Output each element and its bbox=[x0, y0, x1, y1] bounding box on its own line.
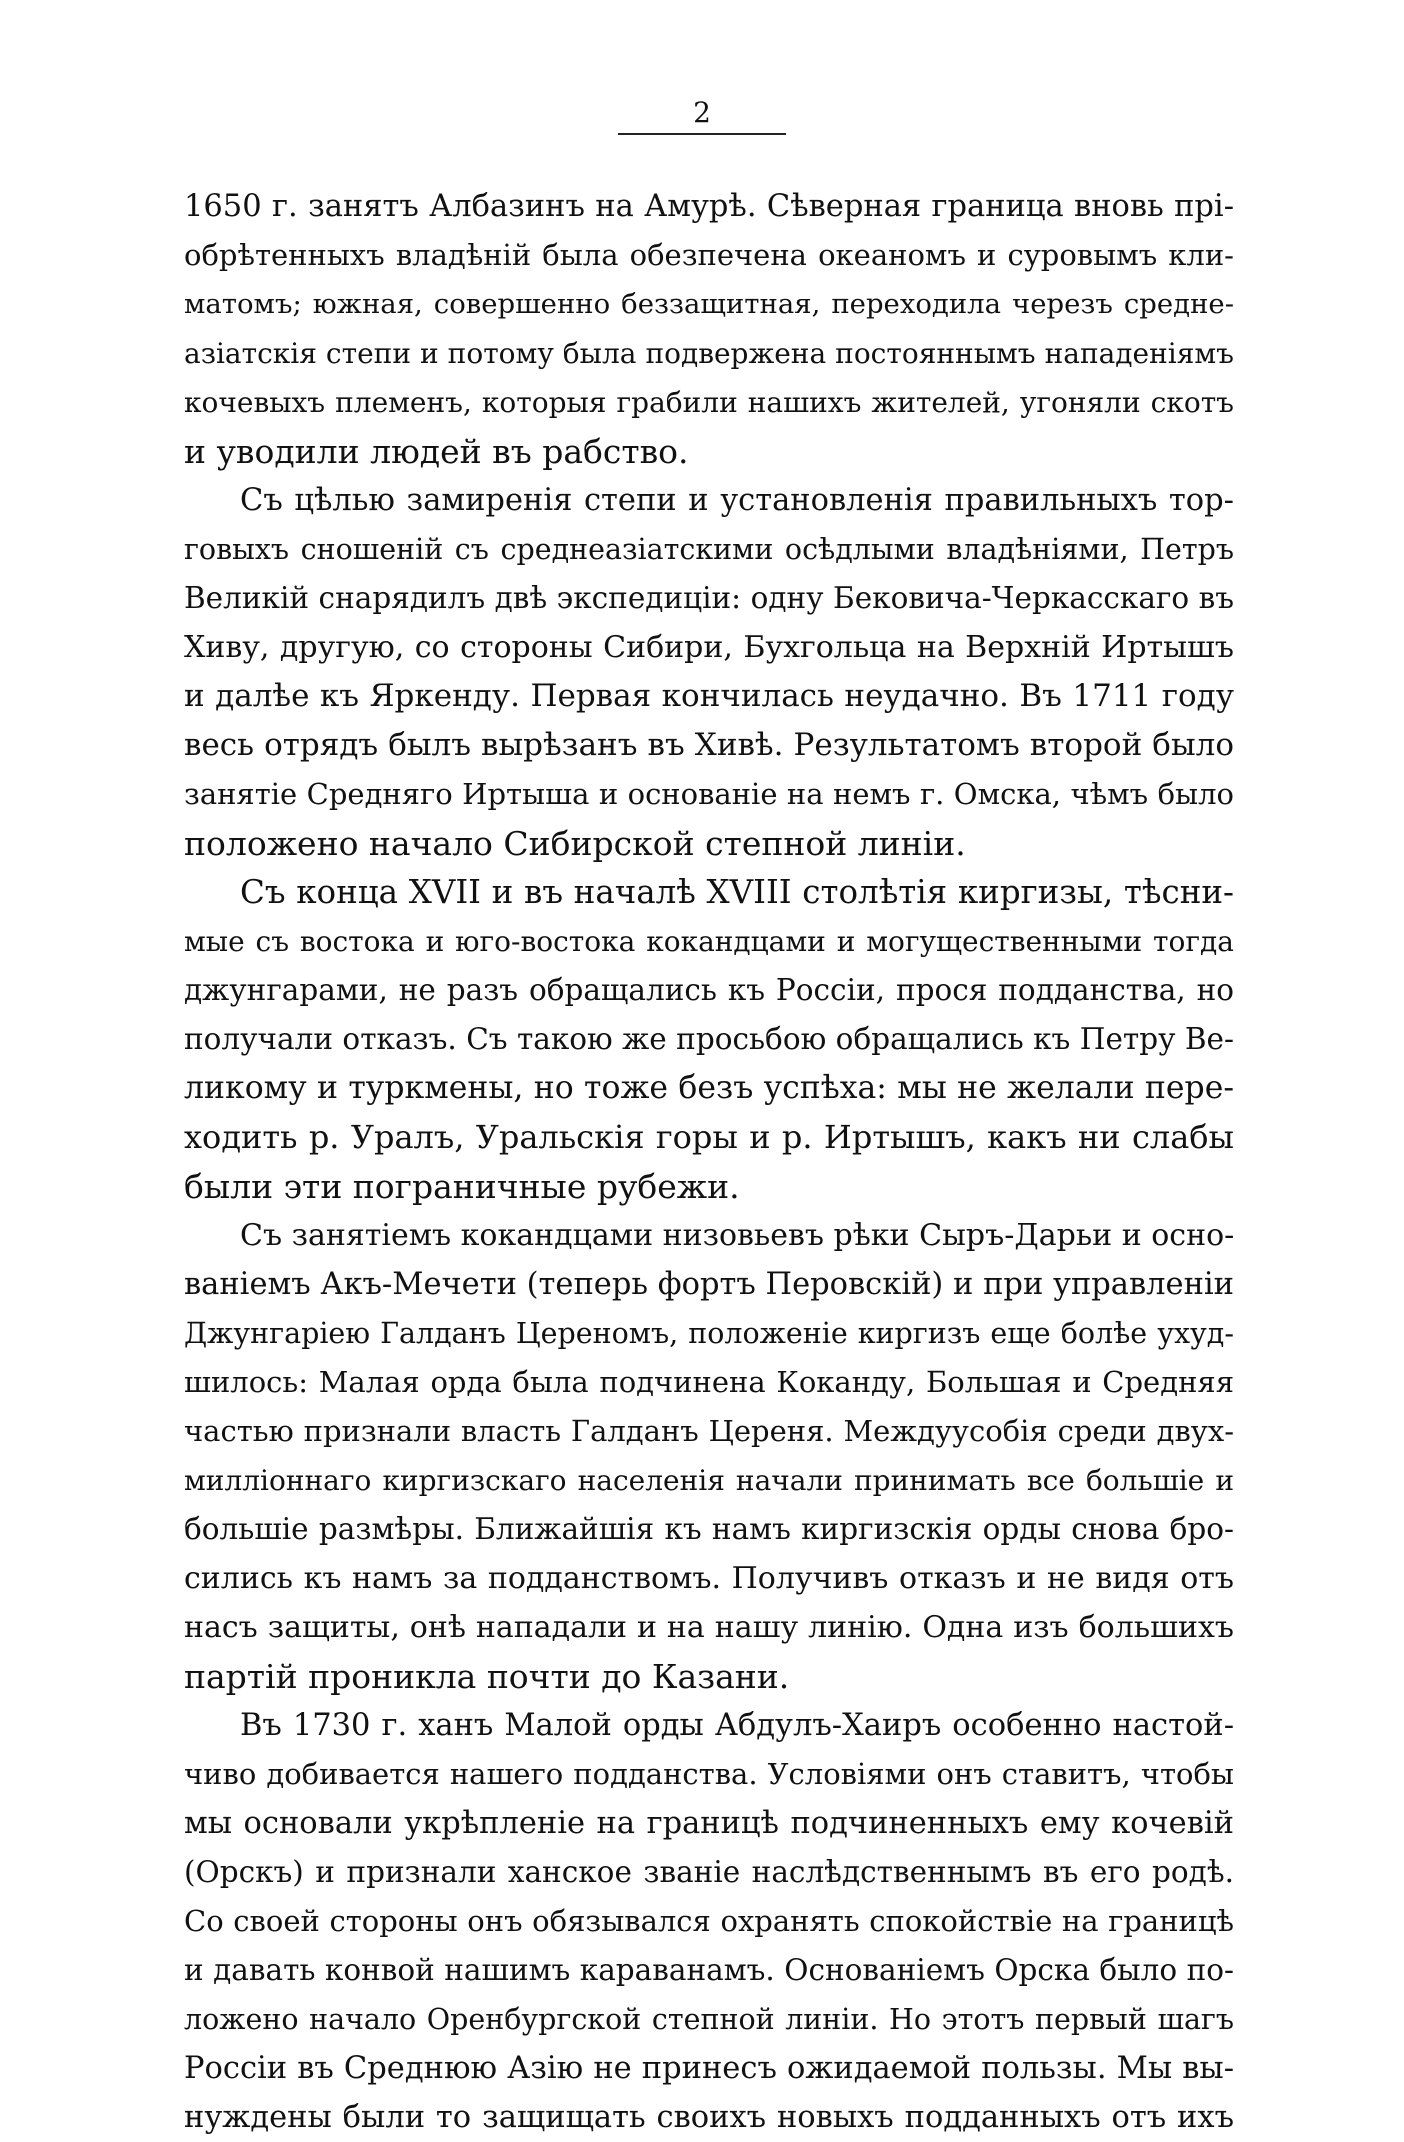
text-line: говыхъ сношеній съ среднеазіатскими осѣдлыми владѣніями, Петръ bbox=[184, 533, 1234, 566]
text-line: кочевыхъ племенъ, которыя грабили нашихъ жителей, угоняли скотъ bbox=[184, 386, 1234, 419]
text-line: весь отрядъ былъ вырѣзанъ въ Хивѣ. Результатомъ второй было bbox=[184, 727, 1234, 763]
text-line: милліоннаго киргизскаго населенія начали принимать все большіе и bbox=[184, 1464, 1234, 1497]
text-line: были эти пограничные рубежи. bbox=[184, 1167, 740, 1206]
text-line: Со своей стороны онъ обязывался охранять спокойствіе на границѣ bbox=[184, 1904, 1234, 1938]
text-line: (Орскъ) и признали ханское званіе наслѣдственнымъ въ его родѣ. bbox=[184, 1855, 1234, 1889]
text-line: ликому и туркмены, но тоже безъ успѣха: мы не желали пере- bbox=[184, 1070, 1234, 1106]
body-text bbox=[184, 182, 1234, 2142]
text-line: и давать конвой нашимъ караванамъ. Основаніемъ Орска было по- bbox=[184, 1953, 1234, 1987]
text-line: Россіи въ Среднюю Азію не принесъ ожидаемой пользы. Мы вы- bbox=[184, 2051, 1234, 2086]
text-line: положено начало Сибирской степной линіи. bbox=[184, 824, 966, 863]
text-line: Съ занятіемъ кокандцами низовьевъ рѣки Сыръ-Дарьи и осно- bbox=[240, 1218, 1235, 1253]
text-line: 1650 г. занятъ Албазинъ на Амурѣ. Сѣверная граница вновь прі- bbox=[184, 189, 1234, 224]
text-line: азіатскія степи и потому была подвержена постояннымъ нападеніямъ bbox=[184, 337, 1234, 370]
text-line: Хиву, другую, со стороны Сибири, Бухгольца на Верхній Иртышъ bbox=[184, 630, 1234, 665]
text-line: ваніемъ Акъ-Мечети (теперь фортъ Перовскій) и при управленіи bbox=[184, 1267, 1234, 1302]
text-line: нуждены были то защищать своихъ новыхъ подданныхъ отъ ихъ bbox=[184, 2100, 1234, 2135]
text-line: занятіе Средняго Иртыша и основаніе на немъ г. Омска, чѣмъ было bbox=[184, 777, 1234, 811]
text-line: получали отказъ. Съ такою же просьбою обращались къ Петру Ве- bbox=[184, 1022, 1234, 1056]
text-line: сились къ намъ за подданствомъ. Получивъ отказъ и не видя отъ bbox=[184, 1561, 1234, 1596]
text-line: ходить р. Уралъ, Уральскія горы и р. Иртышъ, какъ ни слабы bbox=[184, 1118, 1234, 1156]
text-line: ложено начало Оренбургской степной линіи. Но этотъ первый шагъ bbox=[184, 2003, 1234, 2036]
text-line: чиво добивается нашего подданства. Условіями онъ ставитъ, чтобы bbox=[184, 1757, 1234, 1791]
text-line: мые съ востока и юго-востока кокандцами и могущественными тогда bbox=[184, 925, 1234, 958]
text-line: матомъ; южная, совершенно беззащитная, переходила черезъ средне- bbox=[184, 288, 1234, 320]
text-line: обрѣтенныхъ владѣній была обезпечена океаномъ и суровымъ кли- bbox=[184, 238, 1234, 272]
text-line: Съ конца XVII и въ началѣ XVIII столѣтія киргизы, тѣсни- bbox=[240, 873, 1234, 911]
text-line: частью признали власть Галданъ Цереня. Междуусобія среди двух- bbox=[184, 1414, 1234, 1448]
text-line: мы основали укрѣпленіе на границѣ подчиненныхъ ему кочевій bbox=[184, 1806, 1234, 1841]
text-line: партій проникла почти до Казани. bbox=[184, 1657, 790, 1696]
text-line: джунгарами, не разъ обращались къ Россіи, прося подданства, но bbox=[184, 973, 1234, 1007]
text-line: и далѣе къ Яркенду. Первая кончилась неудачно. Въ 1711 году bbox=[184, 678, 1234, 714]
header-rule bbox=[618, 133, 786, 135]
text-line: большіе размѣры. Ближайшія къ намъ киргизскія орды снова бро- bbox=[184, 1512, 1234, 1546]
text-line: Джунгаріею Галданъ Цереномъ, положеніе киргизъ еще болѣе ухуд- bbox=[184, 1317, 1234, 1350]
text-line: шилось: Малая орда была подчинена Коканду, Большая и Средняя bbox=[184, 1365, 1234, 1399]
text-line: Въ 1730 г. ханъ Малой орды Абдулъ-Хаиръ особенно настой- bbox=[240, 1708, 1234, 1743]
text-line: Съ цѣлью замиренія степи и установленія правильныхъ тор- bbox=[240, 483, 1234, 518]
text-line: и уводили людей въ рабство. bbox=[184, 432, 689, 471]
text-line: Великій снарядилъ двѣ экспедиціи: одну Бековича-Черкасскаго въ bbox=[184, 581, 1234, 615]
text-line: насъ защиты, онѣ нападали и на нашу линію. Одна изъ большихъ bbox=[184, 1610, 1234, 1645]
page-number: 2 bbox=[693, 96, 711, 129]
